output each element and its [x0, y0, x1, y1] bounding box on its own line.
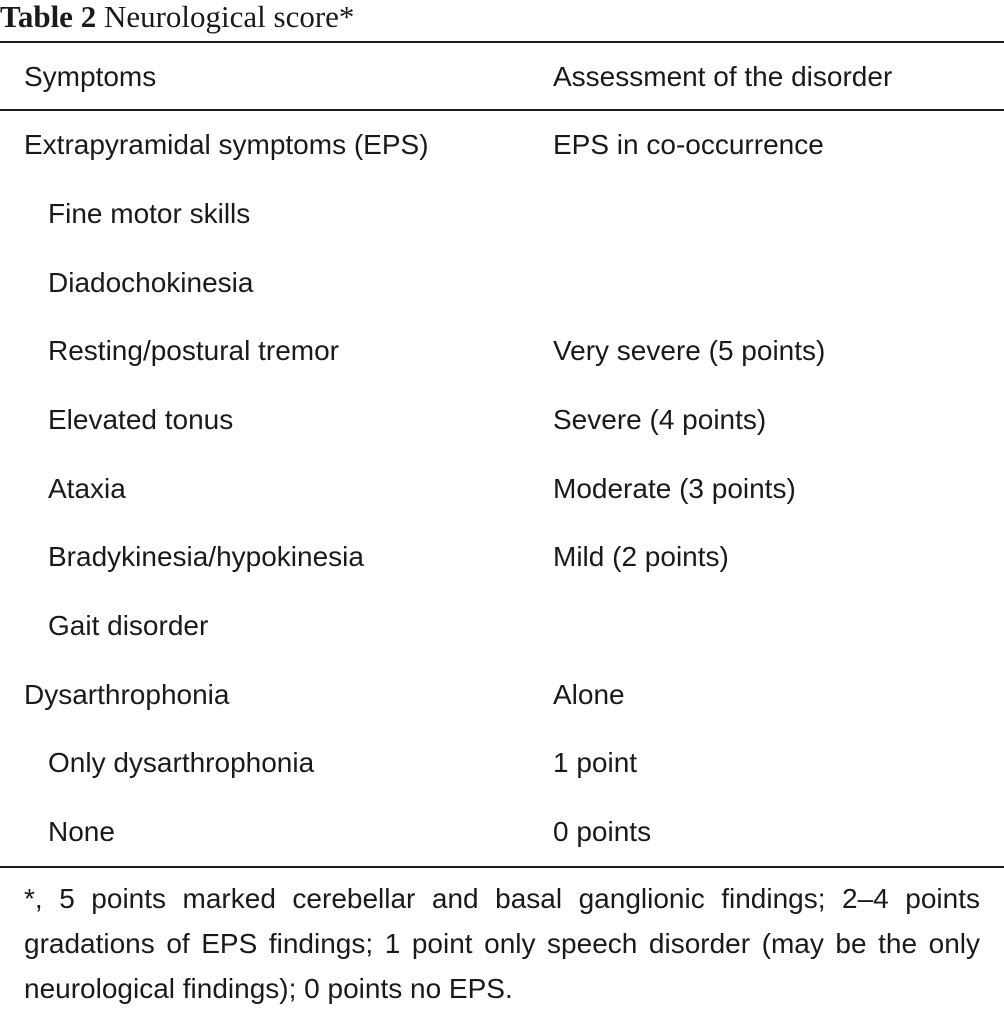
symptom-cell: Diadochokinesia	[48, 267, 254, 298]
table-row	[0, 455, 1004, 523]
table-title: Neurological score*	[103, 0, 355, 34]
assessment-cell: 0 points	[553, 816, 652, 847]
symptom-cell: Bradykinesia/hypokinesia	[48, 541, 364, 572]
bottom-rule	[0, 866, 1004, 868]
assessment-cell: Alone	[553, 679, 625, 710]
table-row	[0, 386, 1004, 454]
symptom-cell: Dysarthrophonia	[24, 679, 230, 710]
table-label: Table 2	[0, 0, 97, 34]
assessment-cell: Very severe (5 points)	[553, 335, 826, 366]
assessment-cell: EPS in co-occurrence	[553, 129, 824, 160]
header-assessment: Assessment of the disorder	[553, 61, 893, 92]
table-row	[0, 249, 1004, 317]
table-row	[0, 798, 1004, 866]
symptom-cell: Gait disorder	[48, 610, 209, 641]
assessment-cell: Severe (4 points)	[553, 404, 767, 435]
symptom-cell: Elevated tonus	[48, 404, 234, 435]
table-row	[0, 592, 1004, 660]
symptom-cell: Resting/postural tremor	[48, 335, 340, 366]
table-row	[0, 111, 1004, 179]
table-row	[0, 661, 1004, 729]
symptom-cell: Only dysarthrophonia	[48, 747, 315, 778]
assessment-cell: Moderate (3 points)	[553, 473, 796, 504]
assessment-cell: 1 point	[553, 747, 638, 778]
table-row	[0, 523, 1004, 591]
symptom-cell: Ataxia	[48, 473, 126, 504]
symptom-cell: None	[48, 816, 115, 847]
table-row	[0, 180, 1004, 248]
symptom-cell: Fine motor skills	[48, 198, 251, 229]
symptom-cell: Extrapyramidal symptoms (EPS)	[24, 129, 429, 160]
table-caption	[0, 0, 354, 40]
table-row	[0, 729, 1004, 797]
assessment-cell: Mild (2 points)	[553, 541, 729, 572]
table-footnote: *, 5 points marked cerebellar and basal ganglionic findings; 2–4 points gradations of EPS findings; 1 point only speech disorder (may be the only neurological findings); 0 points no EPS.	[24, 883, 980, 1004]
table-row	[0, 317, 1004, 385]
table-header-row	[0, 43, 1004, 111]
header-symptoms: Symptoms	[24, 61, 157, 92]
